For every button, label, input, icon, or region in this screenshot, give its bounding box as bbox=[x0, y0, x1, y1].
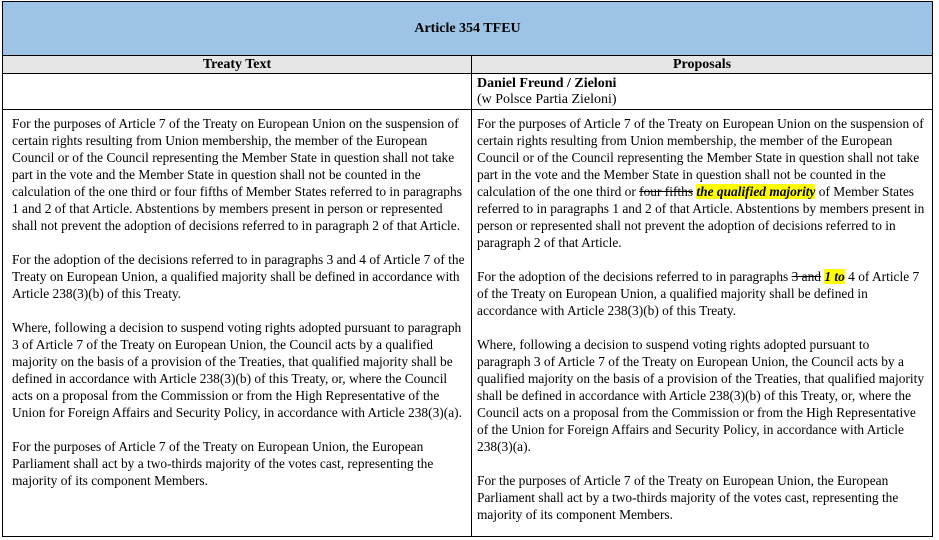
table-title: Article 354 TFEU bbox=[414, 20, 521, 36]
deleted-text: four fifths bbox=[639, 184, 694, 199]
treaty-paragraph-3: Where, following a decision to suspend voting rights adopted pursuant to paragraph 3 of Article 7 of the Treaty on European Union, the Council acts by a qualified majority on the basis of a provision of the Treaties, that qualified majority shall be defined in accordance with Article 238(3)(b) of this Treaty, or, where the Council acts on a proposal from the Commission or from the High Representative of the Union for Foreign Affairs and Security Policy, in accordance with Article 238(3)(a). bbox=[12, 320, 462, 420]
proposal-party: (w Polsce Partia Zieloni) bbox=[477, 92, 617, 107]
proposer-cell bbox=[472, 74, 932, 109]
deleted-text: 3 and bbox=[791, 269, 821, 284]
proposal-p1-text-after: of Member States referred to in paragraphs 1 and 2 of that Article. Abstentions by members present in person or represented shall not prevent the adoption of decisions referred to in paragraph 2 of that Article. bbox=[477, 184, 925, 250]
text-row bbox=[3, 110, 932, 537]
treaty-text-header: Treaty Text bbox=[3, 56, 472, 73]
proposal-text-cell bbox=[472, 110, 932, 537]
proposal-p2-text-after: 4 of Article 7 of the Treaty on European Union, a qualified majority shall be defined in accordance with Article 238(3)(b) of this Treaty. bbox=[477, 269, 920, 318]
table-title-row bbox=[3, 2, 932, 56]
proposal-p1-text-before: For the purposes of Article 7 of the Treaty on European Union on the suspension of certain rights resulting from Union membership, the member of the European Council or of the Council representing the Member State in question shall not take part in the vote and the Member State in question shall not be counted in the calculation of the one third or bbox=[477, 116, 924, 199]
comparison-table bbox=[2, 1, 933, 537]
treaty-paragraph-2: For the adoption of the decisions referred to in paragraphs 3 and 4 of Article 7 of the Treaty on European Union, a qualified majority shall be defined in accordance with Article 238(3)(b) of this Treaty. bbox=[12, 252, 465, 301]
inserted-text: 1 to bbox=[824, 269, 845, 284]
proposer-empty-cell bbox=[3, 74, 472, 109]
treaty-text-cell bbox=[3, 110, 472, 537]
proposal-paragraph-2 bbox=[477, 268, 926, 319]
inserted-text: the qualified majority bbox=[696, 184, 816, 199]
proposal-p2-text-before: For the adoption of the decisions referred to in paragraphs bbox=[477, 269, 792, 284]
treaty-paragraph-4: For the purposes of Article 7 of the Treaty on European Union, the European Parliament shall act by a two-thirds majority of the votes cast, representing the majority of its component Members. bbox=[12, 439, 434, 488]
proposal-paragraph-1 bbox=[477, 115, 926, 251]
proposal-author: Daniel Freund / Zieloni bbox=[477, 76, 617, 91]
proposer-row bbox=[3, 74, 932, 110]
proposal-paragraph-4: For the purposes of Article 7 of the Treaty on European Union, the European Parliament shall act by a two-thirds majority of the votes cast, representing the majority of its component Members. bbox=[477, 473, 899, 522]
proposals-header: Proposals bbox=[672, 56, 732, 72]
treaty-paragraph-1: For the purposes of Article 7 of the Treaty on European Union on the suspension of certain rights resulting from Union membership, the member of the European Council or of the Council representing the Member State in question shall not take part in the vote and the Member State in question shall not be counted in the calculation of the one third or four fifths of Member States referred to in paragraphs 1 and 2 of that Article. Abstentions by members present in person or represented shall not prevent the adoption of decisions referred to in paragraph 2 of that Article. bbox=[12, 116, 462, 233]
proposal-paragraph-3: Where, following a decision to suspend voting rights adopted pursuant to paragraph 3 of Article 7 of the Treaty on European Union, the Council acts by a qualified majority on the basis of a provision of the Treaties, that qualified majority shall be defined in accordance with Article 238(3)(b) of this Treaty, or, where the Council acts on a proposal from the Commission or from the High Representative of the Union for Foreign Affairs and Security Policy, in accordance with Article 238(3)(a). bbox=[477, 337, 925, 454]
column-header-row bbox=[3, 56, 932, 74]
